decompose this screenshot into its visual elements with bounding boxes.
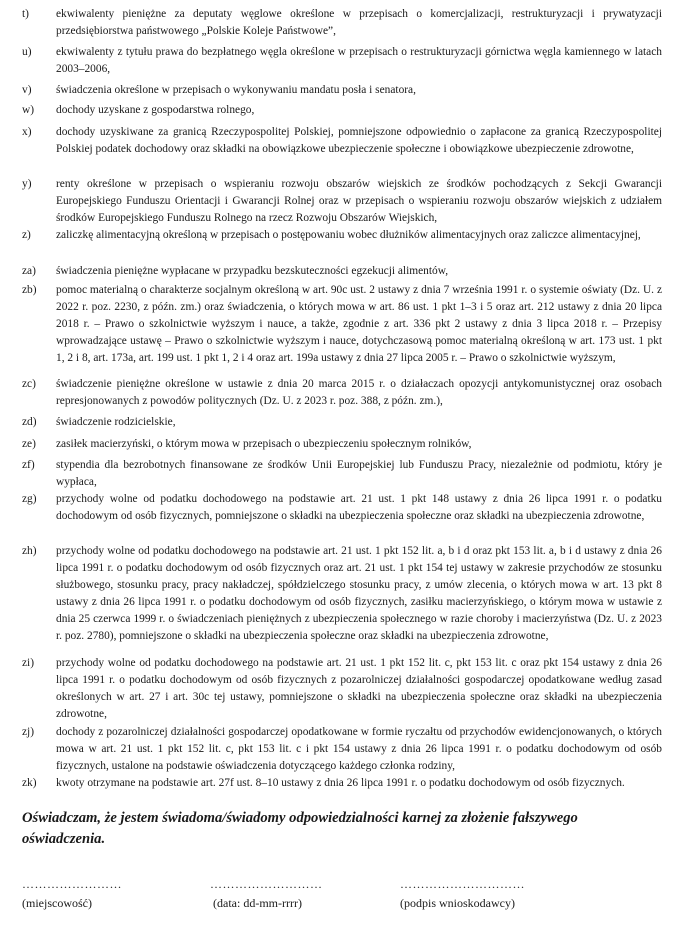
list-item xyxy=(22,6,662,40)
signature-dots: ………………………… xyxy=(400,877,525,891)
item-label: zi) xyxy=(22,657,35,669)
item-label: zh) xyxy=(22,545,37,557)
item-text: dochody uzyskane z gospodarstwa rolnego, xyxy=(56,104,255,116)
list-item xyxy=(22,376,662,410)
item-label: x) xyxy=(22,126,32,138)
item-label: za) xyxy=(22,265,36,277)
item-label: z) xyxy=(22,229,31,241)
item-text: świadczenie rodzicielskie, xyxy=(56,416,176,428)
list-item xyxy=(22,655,662,723)
item-label: zg) xyxy=(22,493,37,505)
item-label: y) xyxy=(22,178,32,190)
declaration-statement: Oświadczam, że jestem świadoma/świadomy odpowiedzialności karnej za złożenie fałszywego oświadczenia. xyxy=(22,810,578,847)
date-label: (data: dd-mm-rrrr) xyxy=(213,896,302,910)
item-text: świadczenia pieniężne wypłacane w przypadku bezskuteczności egzekucji alimentów, xyxy=(56,265,449,277)
item-label: zf) xyxy=(22,459,35,471)
list-item xyxy=(22,775,662,792)
item-text: dochody z pozarolniczej działalności gospodarczej opodatkowane w formie ryczałtu od przychodów ewidencjonowanych, o których mowa w art. 21 ust. 1 pkt 152 lit. c, pkt 153 lit. c i pkt 154 ustawy z dnia 26 lipca 1991 r. o podatku dochodowym od osób fizycznych, ustalone na podstawie oświadczenia dotyczącego każdego członka rodziny, xyxy=(56,726,662,772)
item-text: przychody wolne od podatku dochodowego na podstawie art. 21 ust. 1 pkt 152 lit. a, b i d oraz pkt 153 lit. a, b i d ustawy z dnia 26 lipca 1991 r. o podatku dochodowym od osób fizycznych oraz art. 21 ust. 1 pkt 154 tej ustawy w zakresie przychodów ze stosunku służbowego, stosunku pracy, pracy nakładczej, spółdzielczego stosunku pracy, z umów zlecenia, o których mowa w art. 13 pkt 8 ustawy z dnia 26 lipca 1991 r. o podatku dochodowym od osób fizycznych, zasiłku macierzyńskiego, o którym mowa w ustawie z dnia 25 czerwca 1999 r. o świadczeniach pieniężnych z ubezpieczenia społecznego w razie choroby i macierzyństwa (Dz. U. z 2023 r. poz. 2780), pomniejszone o składki na ubezpieczenia społeczne oraz składki na ubezpieczenia zdrowotne, xyxy=(56,545,662,642)
item-text: świadczenie pieniężne określone w ustawie z dnia 20 marca 2015 r. o działaczach opozycji antykomunistycznej oraz osobach represjonowanych z powodów politycznych (Dz. U. z 2023 r. poz. 388, z późn. zm.), xyxy=(56,378,662,407)
item-text: pomoc materialną o charakterze socjalnym określoną w art. 90c ust. 2 ustawy z dnia 7 września 1991 r. o systemie oświaty (Dz. U. z 2022 r. poz. 2230, z późn. zm.) oraz świadczenia, o których mowa w art. 86 ust. 1 pkt 1–3 i 5 oraz art. 212 ustawy z dnia 20 lipca 2018 r. – Prawo o szkolnictwie wyższym i nauce, a także, zgodnie z art. 336 pkt 2 ustawy z dnia 3 lipca 2018 r. – Przepisy wprowadzające ustawę – Prawo o szkolnictwie wyższym i nauce, dotychczasową pomoc materialną określoną w art. 173 ust. 1 pkt 1, 2 i 8, art. 173a, art. 199 ust. 1 pkt 1, 2 i 4 oraz art. 199a ustawy z dnia 27 lipca 2005 r. – Prawo o szkolnictwie wyższym, xyxy=(56,284,662,364)
list-item xyxy=(22,724,662,775)
item-text: świadczenia określone w przepisach o wykonywaniu mandatu posła i senatora, xyxy=(56,84,416,96)
item-label: t) xyxy=(22,8,29,20)
item-label: w) xyxy=(22,104,35,116)
list-item xyxy=(22,436,662,453)
signature-label: (podpis wnioskodawcy) xyxy=(400,896,515,910)
list-item xyxy=(22,176,662,227)
list-item xyxy=(22,414,662,431)
item-text: renty określone w przepisach o wspieraniu rozwoju obszarów wiejskich ze środków pochodzących z Sekcji Gwarancji Europejskiego Funduszu Orientacji i Gwarancji Rolnej oraz w przepisach o wspieraniu rozwoju obszarów wiejskich z udziałem środków Europejskiego Funduszu Rolnego na rzecz Rozwoju Obszarów Wiejskich, xyxy=(56,178,662,224)
date-dots: ……………………… xyxy=(210,877,323,891)
list-item xyxy=(22,227,662,244)
list-item xyxy=(22,457,662,491)
list-item xyxy=(22,543,662,645)
item-text: przychody wolne od podatku dochodowego na podstawie art. 21 ust. 1 pkt 148 ustawy z dnia 26 lipca 1991 r. o podatku dochodowym od osób fizycznych, pomniejszone o składki na ubezpieczenia społeczne oraz składki na ubezpieczenia zdrowotne, xyxy=(56,493,662,522)
item-text: kwoty otrzymane na podstawie art. 27f ust. 8–10 ustawy z dnia 26 lipca 1991 r. o podatku dochodowym od osób fizycznych. xyxy=(56,777,625,789)
list-item xyxy=(22,82,662,99)
place-dots: …………………… xyxy=(22,877,122,891)
item-label: zb) xyxy=(22,284,37,296)
item-label: zk) xyxy=(22,777,37,789)
list-item xyxy=(22,44,662,78)
list-item xyxy=(22,282,662,367)
list-item xyxy=(22,263,662,280)
item-label: ze) xyxy=(22,438,36,450)
item-text: stypendia dla bezrobotnych finansowane ze środków Unii Europejskiej lub Funduszu Pracy, niezależnie od podmiotu, który je wypłaca, xyxy=(56,459,662,488)
item-text: dochody uzyskiwane za granicą Rzeczypospolitej Polskiej, pomniejszone odpowiednio o zapłacone za granicą Rzeczypospolitej Polskiej podatek dochodowy oraz składki na obowiązkowe ubezpieczenie społeczne i obowiązkowe ubezpieczenie zdrowotne, xyxy=(56,126,662,155)
item-label: zd) xyxy=(22,416,37,428)
item-label: zj) xyxy=(22,726,35,738)
list-item xyxy=(22,124,662,158)
item-text: przychody wolne od podatku dochodowego na podstawie art. 21 ust. 1 pkt 152 lit. c, pkt 153 lit. c oraz pkt 154 ustawy z dnia 26 lipca 1991 r. o podatku dochodowym od osób fizycznych z pozarolniczej działalności gospodarczej opodatkowane według zasad określonych w art. 27 i art. 30c tej ustawy, pomniejszone o składki na ubezpieczenia społeczne oraz składki na ubezpieczenia zdrowotne, xyxy=(56,657,662,720)
item-label: u) xyxy=(22,46,32,58)
item-label: v) xyxy=(22,84,32,96)
item-text: zaliczkę alimentacyjną określoną w przepisach o postępowaniu wobec dłużników alimentacyjnych oraz zaliczce alimentacyjnej, xyxy=(56,229,641,241)
list-item xyxy=(22,102,662,119)
item-text: ekwiwalenty pieniężne za deputaty węglowe określone w przepisach o komercjalizacji, restrukturyzacji i prywatyzacji przedsiębiorstwa państwowego „Polskie Koleje Państwowe”, xyxy=(56,8,662,37)
item-text: ekwiwalenty z tytułu prawa do bezpłatnego węgla określone w przepisach o restrukturyzacji górnictwa węgla kamiennego w latach 2003–2006, xyxy=(56,46,662,75)
list-item xyxy=(22,491,662,525)
item-text: zasiłek macierzyński, o którym mowa w przepisach o ubezpieczeniu społecznym rolników, xyxy=(56,438,472,450)
item-label: zc) xyxy=(22,378,36,390)
place-label: (miejscowość) xyxy=(22,896,92,910)
